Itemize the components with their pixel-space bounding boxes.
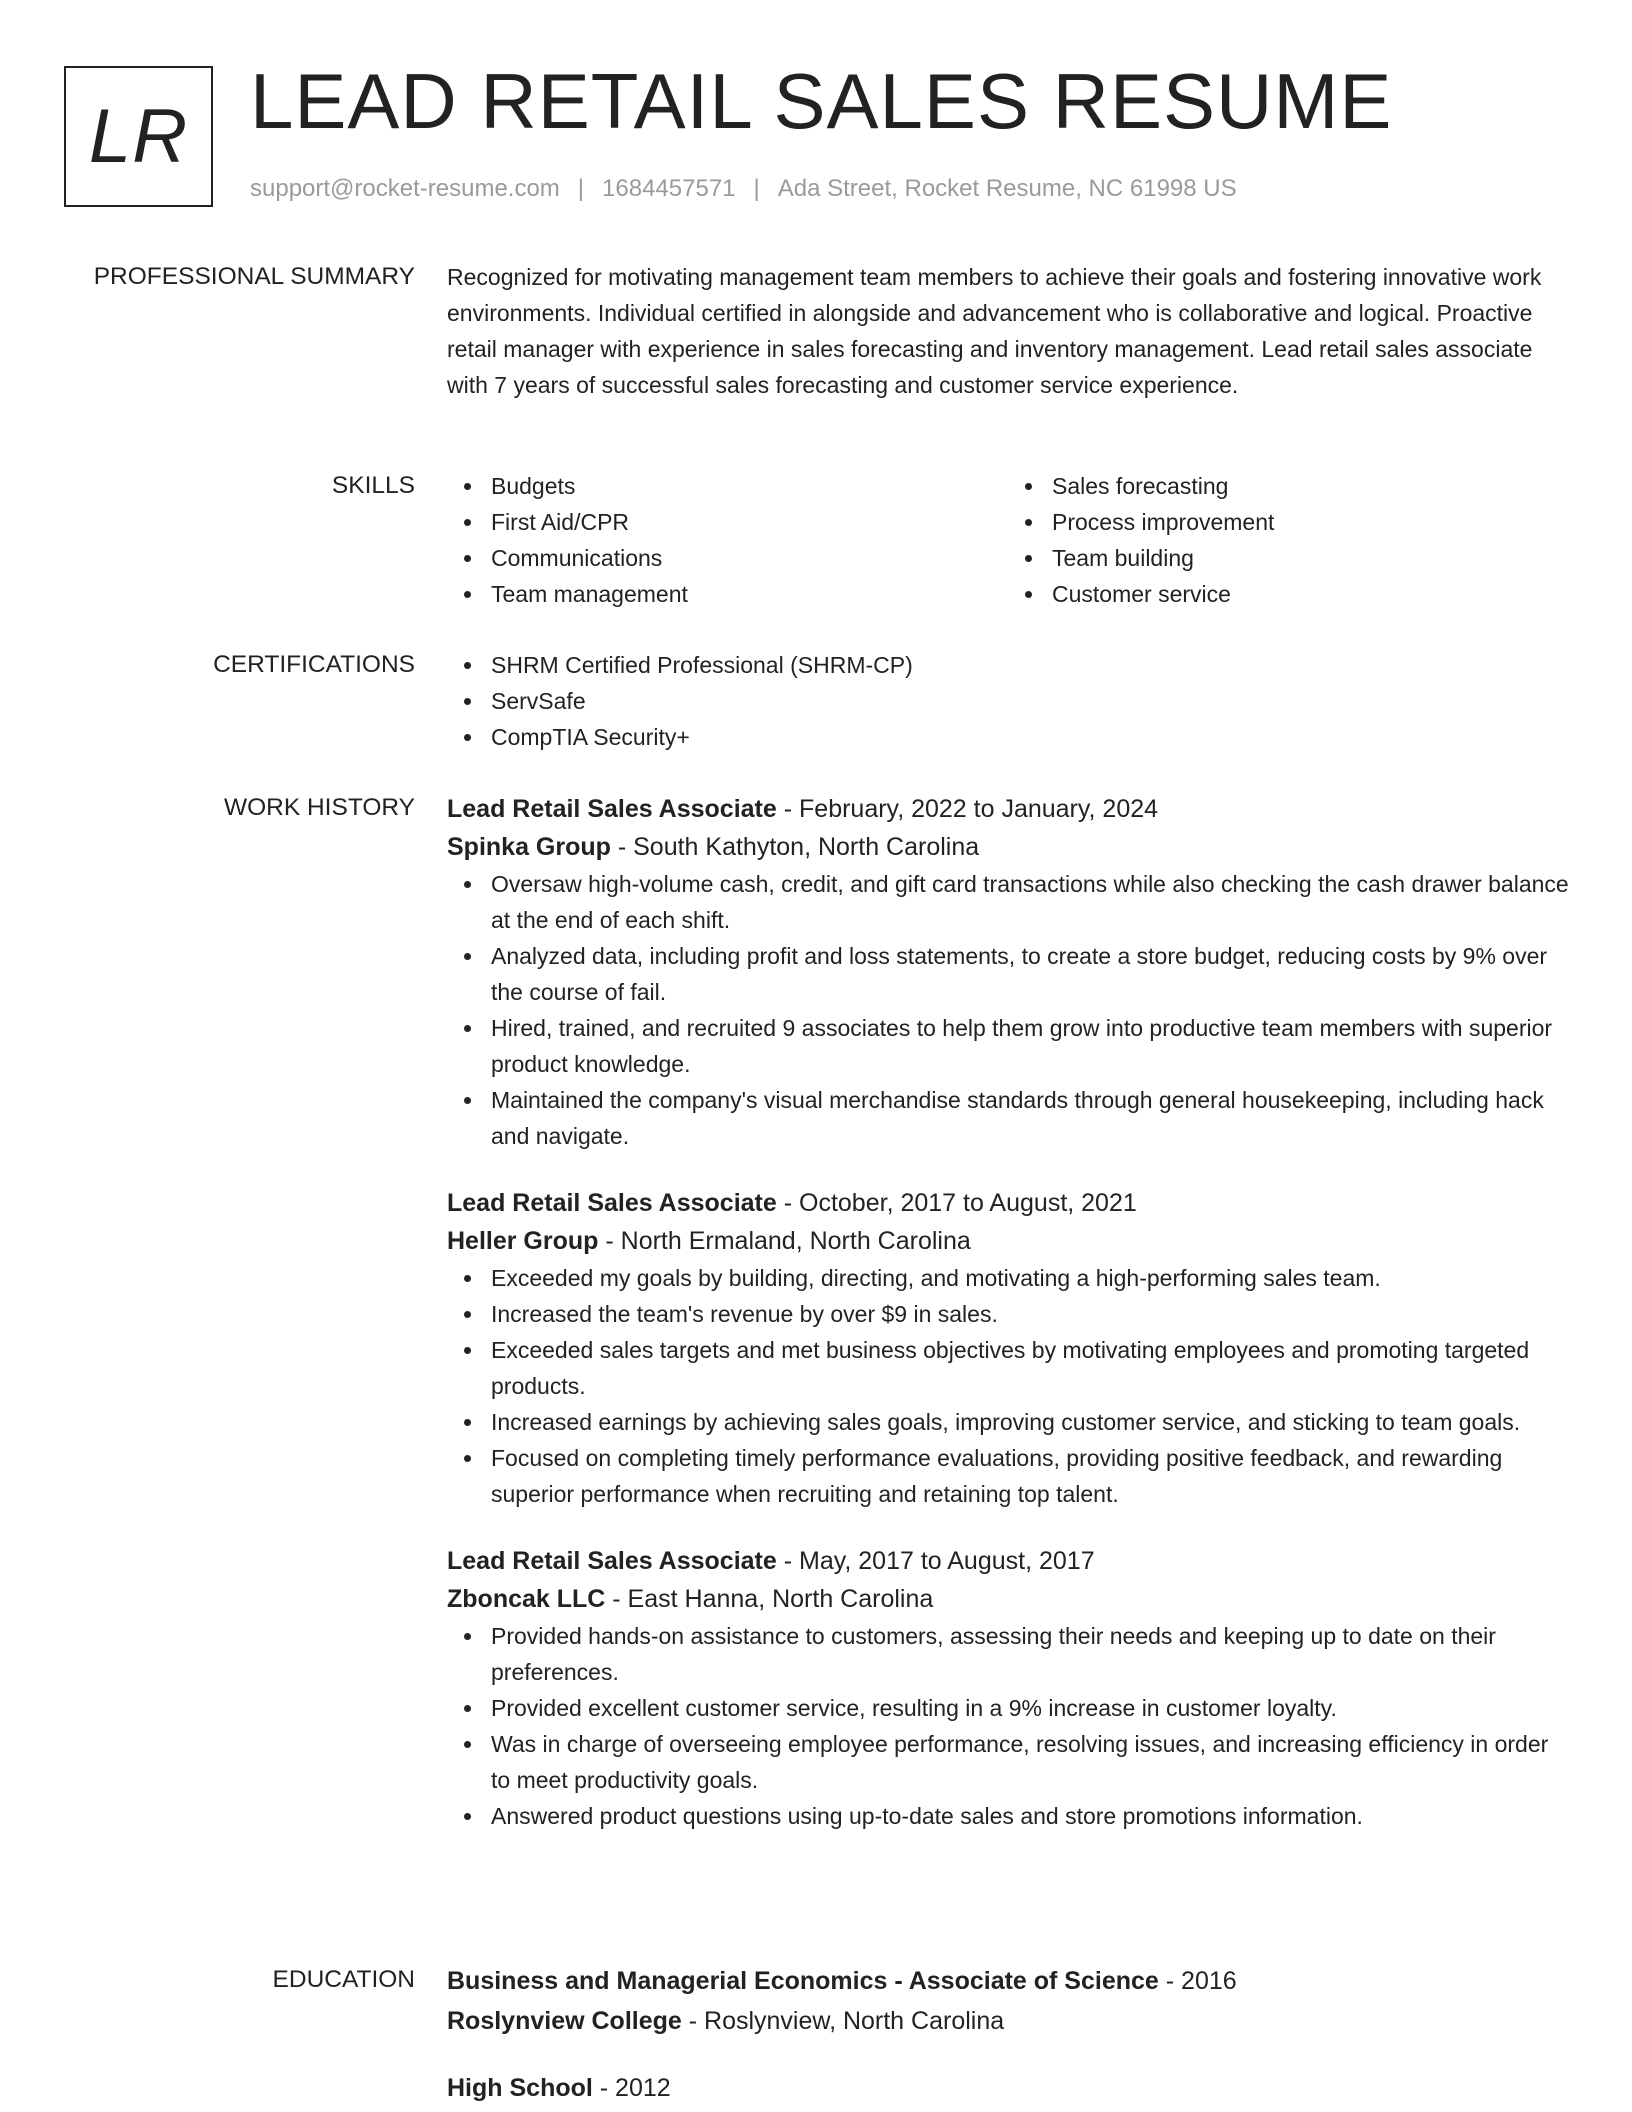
list-item: SHRM Certified Professional (SHRM-CP) <box>491 647 1569 683</box>
summary-text: Recognized for motivating management team members to achieve their goals and fostering innovative work environments. Individual certified in alongside and advancement who is collaborative and logical. Proactive retail manager with experience in sales forecasting and inventory management. Lead retail sales associate with 7 years of successful sales forecasting and customer service experience. <box>447 264 1542 398</box>
education-degree: Business and Managerial Economics - Associate of Science <box>447 1967 1159 1995</box>
job-bullets <box>447 1618 1569 1834</box>
list-item: Maintained the company's visual merchandise standards through general housekeeping, including hack and navigate. <box>491 1082 1569 1154</box>
education-degree-line <box>447 1962 1569 2000</box>
list-item: Focused on completing timely performance evaluations, providing positive feedback, and rewarding superior performance when recruiting and retaining top talent. <box>491 1440 1569 1512</box>
list-item: Team building <box>1052 540 1569 576</box>
monogram-logo: LR <box>64 66 213 207</box>
job-title-line <box>447 1184 1569 1222</box>
list-item: Analyzed data, including profit and loss statements, to create a store budget, reducing costs by 9% over the course of fail. <box>491 938 1569 1010</box>
job-dates: - February, 2022 to January, 2024 <box>776 795 1159 823</box>
education-hs-year: - 2012 <box>592 2074 671 2102</box>
skills-list-left <box>447 468 1008 612</box>
list-item: Hired, trained, and recruited 9 associates to help them grow into productive team members with superior product knowledge. <box>491 1010 1569 1082</box>
list-item: Exceeded my goals by building, directing, and motivating a high-performing sales team. <box>491 1260 1569 1296</box>
education-hs-line <box>447 2069 1569 2107</box>
job-entry <box>447 1184 1569 1512</box>
job-company-line <box>447 828 1569 866</box>
education-school-line <box>447 2002 1569 2040</box>
skills-body <box>447 468 1569 612</box>
job-location: - East Hanna, North Carolina <box>605 1585 934 1613</box>
list-item: Team management <box>491 576 1008 612</box>
job-dates: - May, 2017 to August, 2017 <box>776 1547 1095 1575</box>
list-item: Increased the team's revenue by over $9 in sales. <box>491 1296 1569 1332</box>
job-title-line <box>447 790 1569 828</box>
contact-address: Ada Street, Rocket Resume, NC 61998 US <box>777 175 1237 202</box>
list-item: Was in charge of overseeing employee performance, resolving issues, and increasing efficiency in order to meet productivity goals. <box>491 1726 1569 1798</box>
certifications-list <box>447 647 1569 755</box>
job-location: - South Kathyton, North Carolina <box>610 833 980 861</box>
job-role: Lead Retail Sales Associate <box>447 1547 777 1575</box>
skills-list-right <box>1008 468 1569 612</box>
education-hs: High School <box>447 2074 593 2102</box>
section-title-work: WORK HISTORY <box>223 794 415 821</box>
list-item: Provided excellent customer service, resulting in a 9% increase in customer loyalty. <box>491 1690 1569 1726</box>
job-company: Zboncak LLC <box>447 1585 606 1613</box>
education-body <box>447 1962 1569 2107</box>
resume-title: LEAD RETAIL SALES RESUME <box>250 57 1393 145</box>
section-title-skills: SKILLS <box>331 472 415 499</box>
job-bullets <box>447 866 1569 1154</box>
list-item: First Aid/CPR <box>491 504 1008 540</box>
job-company: Heller Group <box>447 1227 599 1255</box>
education-school: Roslynview College <box>447 2007 682 2035</box>
contact-separator: | <box>577 175 585 202</box>
job-entry <box>447 1542 1569 1834</box>
list-item: Customer service <box>1052 576 1569 612</box>
job-entry <box>447 790 1569 1154</box>
list-item: ServSafe <box>491 683 1569 719</box>
list-item: Oversaw high-volume cash, credit, and gift card transactions while also checking the cash drawer balance at the end of each shift. <box>491 866 1569 938</box>
section-title-certifications: CERTIFICATIONS <box>213 651 415 678</box>
summary-body <box>447 259 1569 403</box>
contact-phone[interactable]: 1684457571 <box>602 175 736 202</box>
list-item: Increased earnings by achieving sales goals, improving customer service, and sticking to team goals. <box>491 1404 1569 1440</box>
education-school-location: - Roslynview, North Carolina <box>681 2007 1005 2035</box>
list-item: Exceeded sales targets and met business objectives by motivating employees and promoting targeted products. <box>491 1332 1569 1404</box>
job-bullets <box>447 1260 1569 1512</box>
list-item: Provided hands-on assistance to customers, assessing their needs and keeping up to date on their preferences. <box>491 1618 1569 1690</box>
list-item: Process improvement <box>1052 504 1569 540</box>
section-title-summary: PROFESSIONAL SUMMARY <box>93 263 415 290</box>
list-item: Communications <box>491 540 1008 576</box>
list-item: Sales forecasting <box>1052 468 1569 504</box>
list-item: Budgets <box>491 468 1008 504</box>
job-company-line <box>447 1580 1569 1618</box>
contact-separator: | <box>753 175 760 202</box>
list-item: CompTIA Security+ <box>491 719 1569 755</box>
education-degree-year: - 2016 <box>1158 1967 1237 1995</box>
job-company: Spinka Group <box>447 833 611 861</box>
job-role: Lead Retail Sales Associate <box>447 795 777 823</box>
work-body <box>447 790 1569 1834</box>
job-title-line <box>447 1542 1569 1580</box>
job-dates: - October, 2017 to August, 2021 <box>776 1189 1137 1217</box>
contact-line <box>250 175 1237 203</box>
job-company-line <box>447 1222 1569 1260</box>
job-role: Lead Retail Sales Associate <box>447 1189 777 1217</box>
job-location: - North Ermaland, North Carolina <box>598 1227 971 1255</box>
section-title-education: EDUCATION <box>272 1966 415 1993</box>
contact-email[interactable]: support@rocket-resume.com <box>250 175 560 202</box>
list-item: Answered product questions using up-to-date sales and store promotions information. <box>491 1798 1569 1834</box>
certifications-body <box>447 647 1569 755</box>
